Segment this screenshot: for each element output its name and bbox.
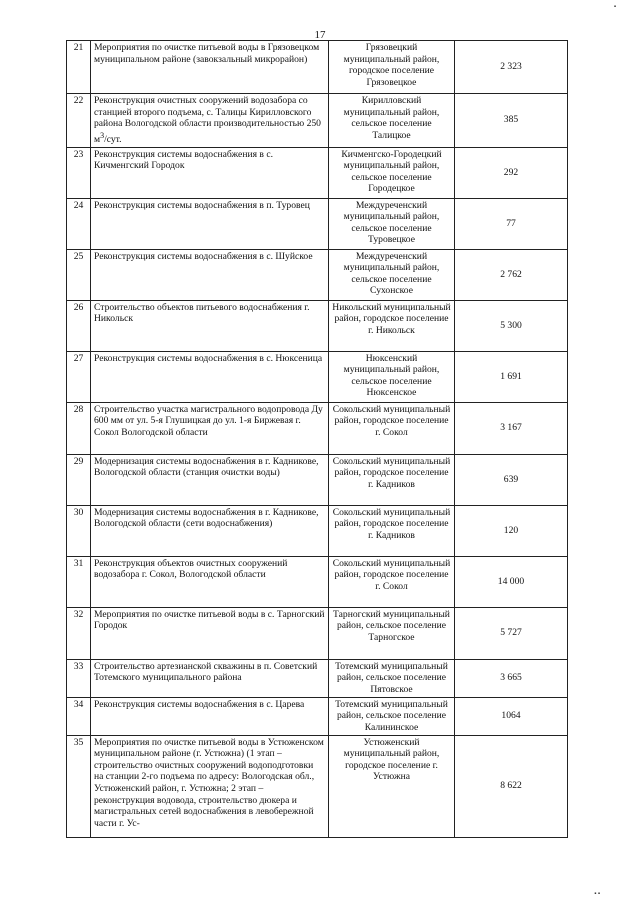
page-number: 17 (314, 29, 326, 41)
municipality: Сокольский муниципальный район, городское поселение г. Кадников (329, 454, 455, 505)
scan-corner-mark-bottom: ▪ ▪ (594, 891, 600, 897)
row-number: 27 (67, 351, 91, 402)
municipality: Нюксенский муниципальный район, сельское поселение Нюксенское (329, 351, 455, 402)
project-name: Строительство артезианской скважины в п. Советский Тотемского муниципального района (91, 659, 329, 697)
amount: 2 762 (455, 249, 568, 300)
table-row (67, 41, 568, 94)
row-number: 35 (67, 735, 91, 837)
table-row (67, 147, 568, 198)
projects-table-body (67, 41, 568, 838)
amount: 5 300 (455, 300, 568, 351)
project-name: Реконструкция системы водоснабжения в с. Царева (91, 697, 329, 735)
amount: 3 665 (455, 659, 568, 697)
amount: 1064 (455, 697, 568, 735)
amount: 5 727 (455, 607, 568, 659)
municipality: Сокольский муниципальный район, городское поселение г. Сокол (329, 402, 455, 454)
project-name: Реконструкция объектов очистных сооружений водозабора г. Сокол, Вологодской области (91, 556, 329, 607)
project-name: Реконструкция системы водоснабжения в с. Шуйское (91, 249, 329, 300)
table-row (67, 94, 568, 148)
row-number: 33 (67, 659, 91, 697)
amount: 292 (455, 147, 568, 198)
row-number: 23 (67, 147, 91, 198)
table-row (67, 402, 568, 454)
row-number: 34 (67, 697, 91, 735)
project-name: Реконструкция системы водоснабжения в с. Нюксеница (91, 351, 329, 402)
municipality: Междуреченский муниципальный район, сельское поселение Туровецкое (329, 198, 455, 249)
municipality: Кичменгско-Городецкий муниципальный район, сельское поселение Городецкое (329, 147, 455, 198)
municipality: Кирилловский муниципальный район, сельское поселение Талицкое (329, 94, 455, 148)
table-row (67, 505, 568, 556)
row-number: 31 (67, 556, 91, 607)
row-number: 32 (67, 607, 91, 659)
project-name: Модернизация системы водоснабжения в г. Кадникове, Вологодской области (сети водоснабжения) (91, 505, 329, 556)
project-name: Мероприятия по очистке питьевой воды в с. Тарногский Городок (91, 607, 329, 659)
row-number: 22 (67, 94, 91, 148)
project-name: Реконструкция системы водоснабжения в с. Кичменгский Городок (91, 147, 329, 198)
project-name: Мероприятия по очистке питьевой воды в Грязовецком муниципальном районе (завокзальный микрорайон) (91, 41, 329, 94)
table-row (67, 300, 568, 351)
project-name: Реконструкция системы водоснабжения в п. Туровец (91, 198, 329, 249)
project-name: Модернизация системы водоснабжения в г. Кадникове, Вологодской области (станция очистки воды) (91, 454, 329, 505)
row-number: 21 (67, 41, 91, 94)
projects-table (66, 40, 568, 838)
municipality: Устюженский муниципальный район, городское поселение г. Устюжна (329, 735, 455, 837)
row-number: 30 (67, 505, 91, 556)
table-row (67, 556, 568, 607)
municipality: Грязовецкий муниципальный район, городское поселение Грязовецкое (329, 41, 455, 94)
amount: 8 622 (455, 735, 568, 837)
row-number: 25 (67, 249, 91, 300)
row-number: 28 (67, 402, 91, 454)
row-number: 29 (67, 454, 91, 505)
amount: 3 167 (455, 402, 568, 454)
amount: 77 (455, 198, 568, 249)
municipality: Никольский муниципальный район, городское поселение г. Никольск (329, 300, 455, 351)
table-row (67, 454, 568, 505)
amount: 14 000 (455, 556, 568, 607)
scan-corner-mark: ▪ (613, 4, 616, 10)
municipality: Сокольский муниципальный район, городское поселение г. Сокол (329, 556, 455, 607)
amount: 2 323 (455, 41, 568, 94)
municipality: Сокольский муниципальный район, городское поселение г. Кадников (329, 505, 455, 556)
project-name: Реконструкция очистных сооружений водозабора со станцией второго подъема, с. Талицы Кирилловского района Вологодской области производительностью 250 $м^3$/сут. (91, 94, 329, 148)
row-number: 26 (67, 300, 91, 351)
municipality: Тотемский муниципальный район, сельское поселение Пятовское (329, 659, 455, 697)
project-name: Строительство участка магистрального водопровода Ду 600 мм от ул. 5-я Глушицкая до ул. 1-я Биржевая г. Сокол Вологодской области (91, 402, 329, 454)
table-row (67, 249, 568, 300)
amount: 385 (455, 94, 568, 148)
table-row (67, 697, 568, 735)
table-row (67, 659, 568, 697)
row-number: 24 (67, 198, 91, 249)
table-row (67, 607, 568, 659)
project-name: Мероприятия по очистке питьевой воды в Устюженском муниципальном районе (г. Устюжна) (1 этап – строительство очистных сооружений водоподготовки на станции 2-го подъема по адресу: Вологодская обл., Устюженский район, г. Устюжна; 2 этап – реконструкция водовода, строительство дюкера и магистральных сетей водоснабжения в левобережной части г. Ус- (91, 735, 329, 837)
municipality: Тарногский муниципальный район, сельское поселение Тарногское (329, 607, 455, 659)
municipality: Междуреченский муниципальный район, сельское поселение Сухонское (329, 249, 455, 300)
table-row (67, 198, 568, 249)
municipality: Тотемский муниципальный район, сельское поселение Калининское (329, 697, 455, 735)
amount: 1 691 (455, 351, 568, 402)
project-name: Строительство объектов питьевого водоснабжения г. Никольск (91, 300, 329, 351)
table-row (67, 351, 568, 402)
amount: 120 (455, 505, 568, 556)
table-row (67, 735, 568, 837)
amount: 639 (455, 454, 568, 505)
